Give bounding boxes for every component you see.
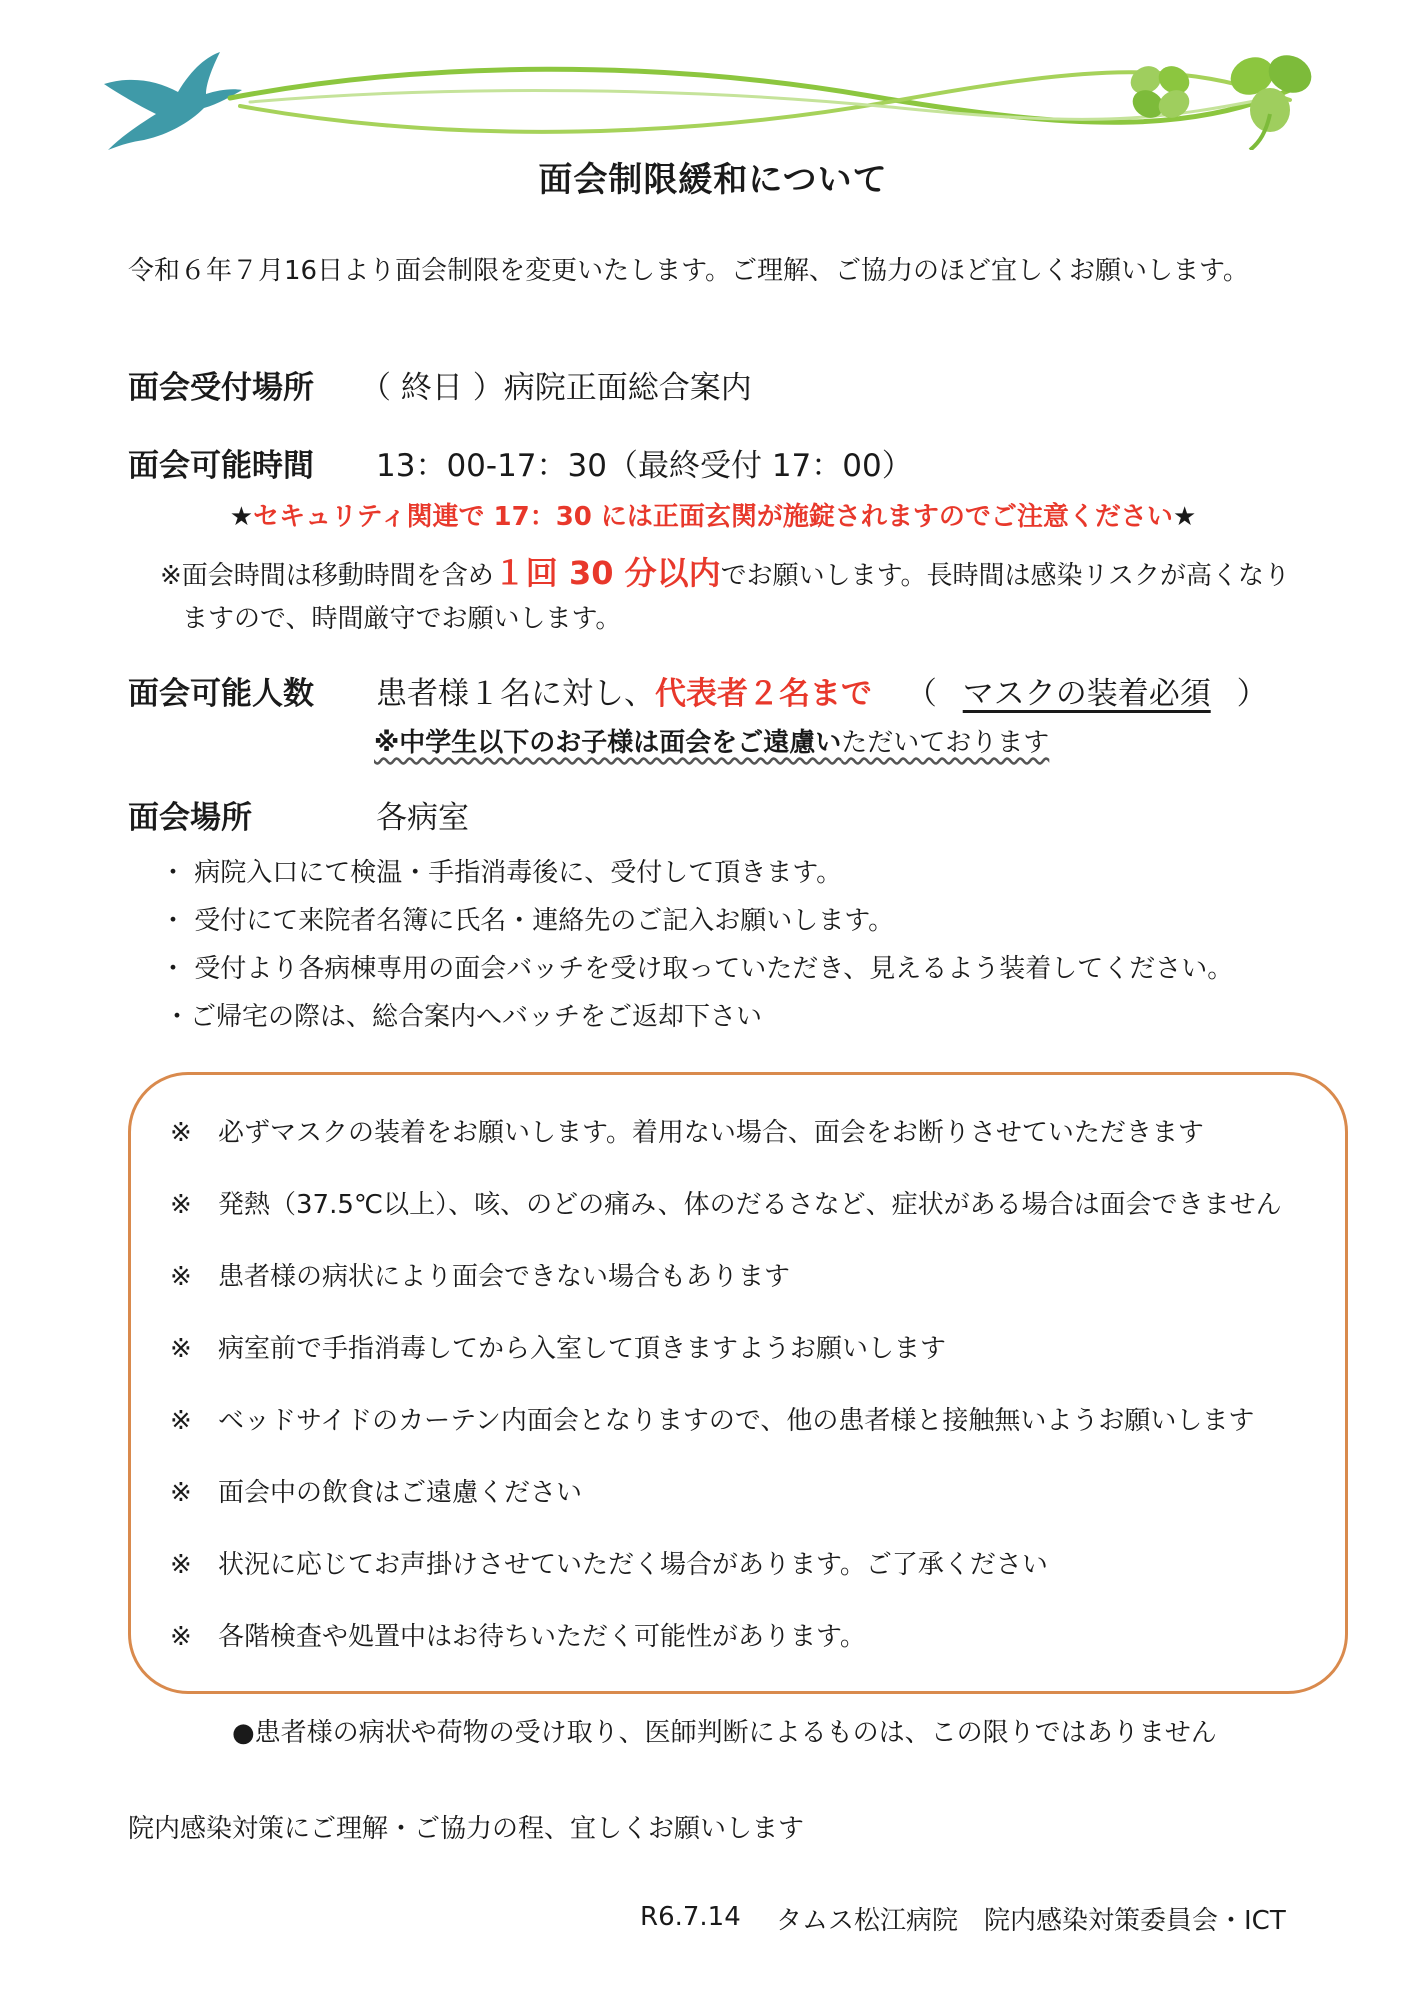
rules-box	[128, 1072, 1348, 1694]
rule-text: 患者様の病状により面会できない場合もあります	[218, 1262, 791, 1292]
place-bullet: ・ 受付にて来院者名簿に氏名・連絡先のご記入お願いします。	[160, 906, 895, 936]
security-notice-text: セキュリティ関連で 17：30 には正面玄関が施錠されますのでご注意ください	[253, 502, 1173, 532]
rule-text: 面会中の飲食はご遠慮ください	[218, 1478, 583, 1508]
rule-text: 発熱（37.5℃以上）、咳、のどの痛み、体のだるさなど、症状がある場合は面会できません	[218, 1190, 1282, 1220]
children-note-bold: ※中学生以下のお子様は面会をご遠慮い	[374, 728, 842, 758]
star-right-icon: ★	[1172, 502, 1197, 532]
rule-text: 必ずマスクの装着をお願いします。着用ない場合、面会をお断りさせていただきます	[218, 1118, 1204, 1148]
hours-label: 面会可能時間	[128, 448, 314, 484]
duration-emphasis: １回 30 分以内	[493, 554, 721, 592]
duration-note-line2: ますので、時間厳守でお願いします。	[182, 604, 622, 634]
footer-date: R6.7.14	[640, 1902, 741, 1932]
rule-text: 病室前で手指消毒してから入室して頂きますようお願いします	[218, 1334, 947, 1364]
place-value: 各病室	[376, 800, 469, 836]
rule-item	[170, 1400, 1254, 1437]
place-bullet: ・ 病院入口にて検温・手指消毒後に、受付して頂きます。	[160, 858, 843, 888]
duration-note-suffix: でお願いします。長時間は感染リスクが高くなり	[720, 561, 1291, 591]
reception-value: （ 終日 ）病院正面総合案内	[360, 370, 752, 406]
place-bullet: ・ご帰宅の際は、総合案内へバッチをご返却下さい	[164, 1002, 763, 1032]
clover-large-icon	[1224, 50, 1317, 150]
rule-item	[170, 1472, 582, 1509]
page-title: 面会制限緩和について	[538, 160, 888, 200]
rule-item	[170, 1256, 790, 1293]
closing-text: 院内感染対策にご理解・ご協力の程、宜しくお願いします	[128, 1814, 805, 1844]
children-note	[374, 722, 1049, 759]
duration-note-prefix: ※面会時間は移動時間を含め	[160, 561, 494, 591]
visitors-label: 面会可能人数	[128, 676, 314, 712]
rule-mark: ※	[170, 1190, 192, 1220]
mask-note: マスクの装着必須	[962, 676, 1211, 712]
bird-icon	[104, 52, 242, 150]
place-bullet: ・ 受付より各病棟専用の面会バッチを受け取っていただき、見えるよう装着してください。	[160, 954, 1234, 984]
rule-mark: ※	[170, 1118, 192, 1148]
header-decoration	[100, 50, 1380, 150]
rule-text: ベッドサイドのカーテン内面会となりますので、他の患者様と接触無いようお願いします	[218, 1406, 1255, 1436]
rule-item	[170, 1112, 1204, 1149]
rule-mark: ※	[170, 1262, 192, 1292]
visitors-emphasis: 代表者２名まで	[655, 676, 872, 712]
rule-item	[170, 1544, 1048, 1581]
exception-note: ●患者様の病状や荷物の受け取り、医師判断によるものは、この限りではありません	[232, 1718, 1217, 1748]
visitors-value	[376, 668, 1268, 713]
hours-value: 13：00-17：30（最終受付 17：00）	[376, 448, 913, 484]
star-left-icon: ★	[229, 502, 254, 532]
rule-text: 状況に応じてお声掛けさせていただく場合があります。ご了承ください	[218, 1550, 1048, 1580]
rule-mark: ※	[170, 1334, 192, 1364]
rule-item	[170, 1328, 946, 1365]
rule-mark: ※	[170, 1406, 192, 1436]
visitors-value-prefix: 患者様１名に対し、	[376, 676, 655, 712]
rule-item	[170, 1184, 1282, 1221]
duration-note	[160, 548, 1290, 594]
mask-close: ）	[1236, 676, 1268, 712]
rule-mark: ※	[170, 1622, 192, 1652]
intro-text: 令和６年７月16日より面会制限を変更いたします。ご理解、ご協力のほど宜しくお願いします。	[128, 256, 1249, 286]
rule-text: 各階検査や処置中はお待ちいただく可能性があります。	[218, 1622, 866, 1652]
reception-label: 面会受付場所	[128, 370, 314, 406]
rule-mark: ※	[170, 1550, 192, 1580]
footer-organization: タムス松江病院 院内感染対策委員会・ICT	[776, 1906, 1286, 1936]
rule-item	[170, 1616, 866, 1653]
vine-decoration	[230, 69, 1290, 132]
place-label: 面会場所	[128, 800, 252, 836]
mask-open: （	[905, 676, 937, 712]
security-notice	[0, 496, 1426, 533]
rule-mark: ※	[170, 1478, 192, 1508]
children-note-rest: ただいております	[841, 728, 1050, 758]
